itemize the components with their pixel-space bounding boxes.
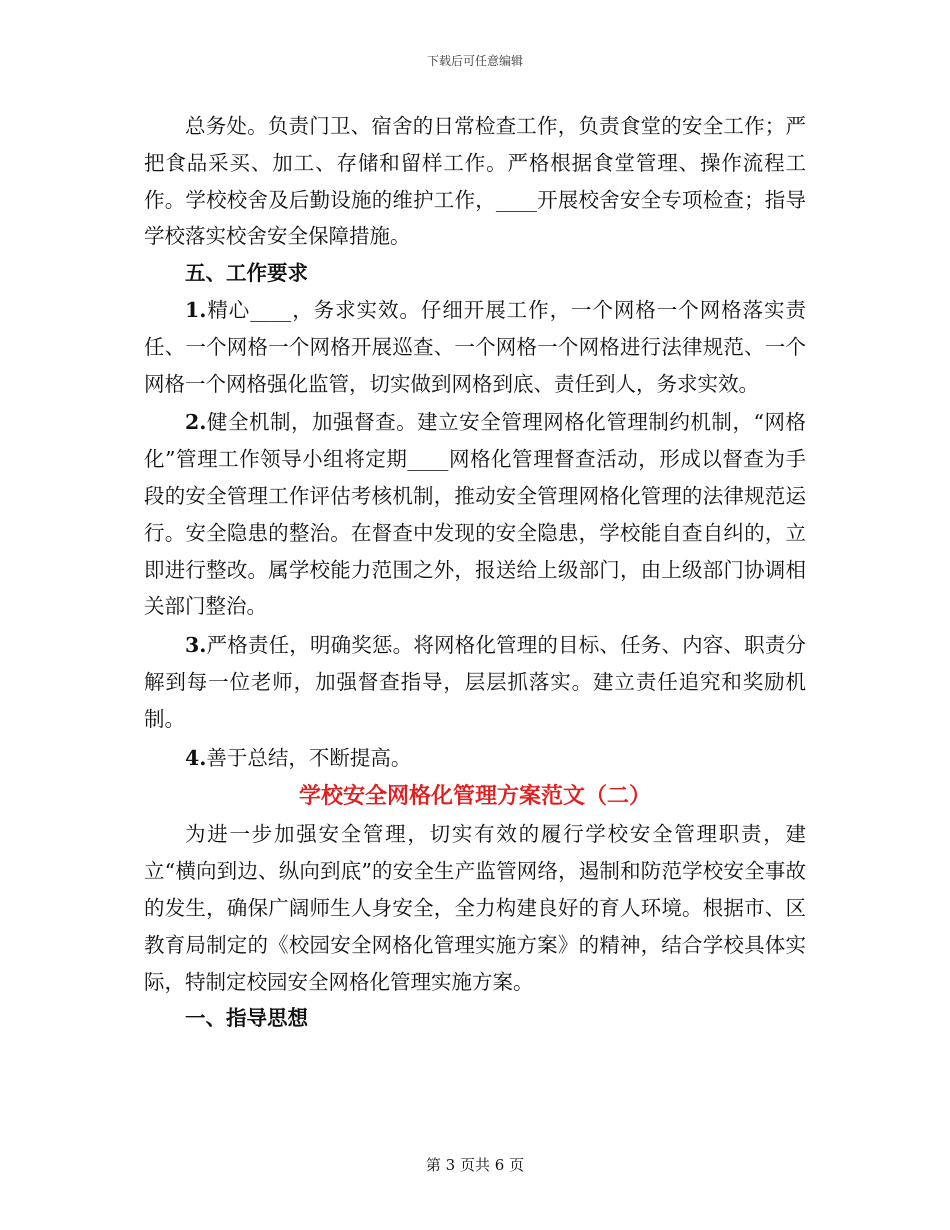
list-item-number: 1. [185,297,207,322]
list-item-1 [144,292,806,402]
list-item-number: 4. [185,745,207,770]
document-body [144,108,806,1037]
paragraph-general-affairs: 总务处。负责门卫、宿舍的日常检查工作，负责食堂的安全工作；严把食品采买、加工、存储和留样工作。严格根据食堂管理、操作流程工作。学校校舍及后勤设施的维护工作，____开展校舍安全专项检查；指导学校落实校舍安全保障措施。 [144,114,806,249]
section-title: 学校安全网格化管理方案范文（二） [298,783,651,810]
list-item-3 [144,627,806,737]
list-item-number: 2. [185,410,207,435]
list-item-text: 善于总结，不断提高。 [206,745,412,770]
list-item-text: 精心____，务求实效。仔细开展工作，一个网格一个网格落实责任、一个网格一个网格开展巡查、一个网格一个网格进行法律规范、一个网格一个网格强化监管，切实做到网格到底、责任到人，务求实效。 [144,297,806,396]
list-item-number: 3. [185,633,207,658]
list-item-2 [144,404,806,625]
list-item-text: 健全机制，加强督查。建立安全管理网格化管理制约机制，“网格化”管理工作领导小组将定期____网格化管理督查活动，形成以督查为手段的安全管理工作评估考核机制，推动安全管理网格化管理的法律规范运行。安全隐患的整治。在督查中发现的安全隐患，学校能自查自纠的，立即进行整改。属学校能力范围之外，报送给上级部门，由上级部门协调相关部门整治。 [144,410,806,619]
heading-guiding-ideology: 一、指导思想 [185,1006,308,1031]
list-item-text: 严格责任，明确奖惩。将网格化管理的目标、任务、内容、职责分解到每一位老师，加强督查指导，层层抓落实。建立责任追究和奖励机制。 [144,633,806,731]
list-item-4 [144,740,806,777]
page-footer: 第 3 页共 6 页 [425,1156,525,1174]
page-header: 下载后可任意编辑 [426,54,523,68]
paragraph-intro: 为进一步加强安全管理，切实有效的履行学校安全管理职责，建立“横向到边、纵向到底”的安全生产监管网络，遏制和防范学校安全事故的发生，确保广阔师生人身安全，全力构建良好的育人环境。根据市、区教育局制定的《校园安全网格化管理实施方案》的精神，结合学校具体实际，特制定校园安全网格化管理实施方案。 [144,822,806,994]
heading-work-requirements: 五、工作要求 [185,261,308,286]
